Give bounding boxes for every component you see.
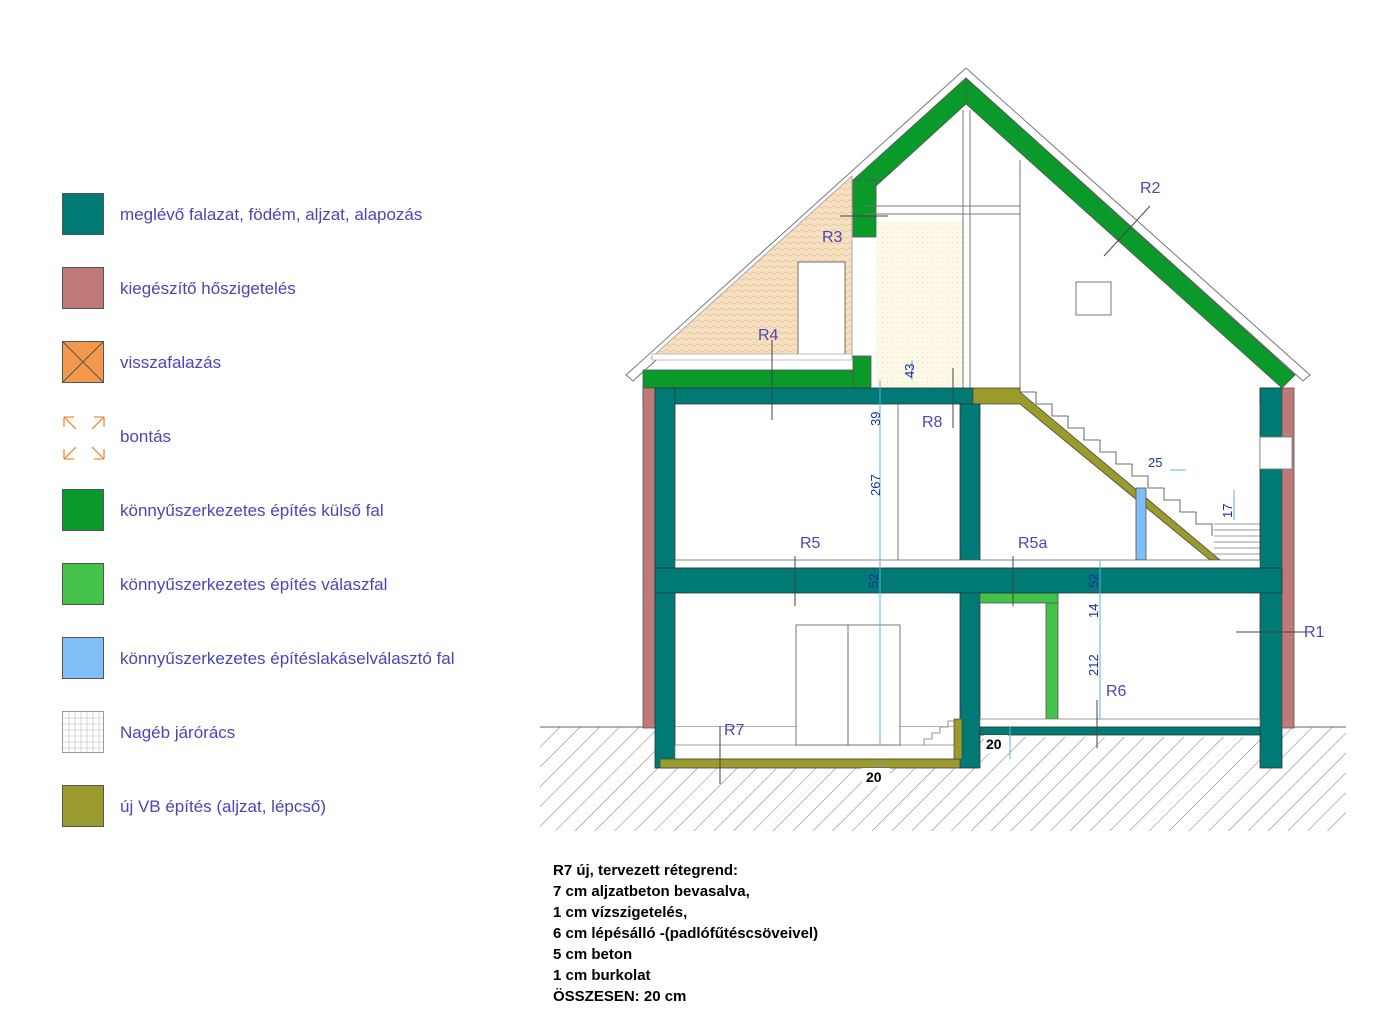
notes-line: 1 cm burkolat — [553, 967, 651, 984]
dim-212: 212 — [1086, 654, 1101, 676]
dim-267: 267 — [868, 474, 883, 496]
upper-slab — [643, 388, 1282, 404]
layer-notes — [553, 860, 818, 1007]
notes-title: R7 új, tervezett rétegrend: — [553, 862, 739, 879]
legend-label: könnyűszerkezetes építés külső fal — [120, 501, 384, 520]
label-r5a: R5a — [1018, 535, 1048, 552]
roof — [626, 68, 1310, 390]
staircase — [973, 388, 1260, 560]
legend-label: könnyűszerkezetes építéslakáselválasztó fal — [120, 649, 455, 668]
notes-line: 1 cm vízszigetelés, — [553, 904, 688, 921]
label-r1: R1 — [1304, 624, 1325, 641]
label-r2: R2 — [1140, 180, 1161, 197]
dim-20-bottom: 20 — [866, 769, 882, 785]
dim-14: 14 — [1086, 603, 1101, 618]
label-r7: R7 — [724, 722, 745, 739]
notes-line: ÖSSZESEN: 20 cm — [553, 988, 687, 1005]
dim-52-right: 52 — [1086, 573, 1101, 588]
notes-line: 5 cm beton — [553, 946, 633, 963]
notes-line: 6 cm lépésálló -(padlófűtéscsöveivel) — [553, 925, 819, 942]
legend-label: visszafalazás — [120, 353, 222, 372]
dim-39: 39 — [868, 411, 883, 426]
middle-slab — [655, 560, 1282, 593]
dim-20-right: 20 — [986, 736, 1002, 752]
dim-17: 17 — [1220, 503, 1235, 518]
legend-label: meglévő falazat, födém, aljzat, alapozás — [120, 205, 423, 224]
dim-52-left: 52 — [866, 573, 881, 588]
dim-43: 43 — [902, 363, 917, 378]
label-r8: R8 — [922, 414, 943, 431]
dim-25: 25 — [1148, 455, 1163, 470]
legend-label: Nagéb járórács — [120, 723, 236, 742]
notes-line: 7 cm aljzatbeton bevasalva, — [553, 883, 750, 900]
legend-label: kiegészítő hőszigetelés — [120, 279, 296, 298]
attic-floor — [643, 354, 871, 388]
legend-label: bontás — [120, 427, 172, 446]
label-r5: R5 — [800, 535, 821, 552]
label-r3: R3 — [822, 229, 843, 246]
label-r4: R4 — [758, 327, 779, 344]
label-r6: R6 — [1106, 683, 1127, 700]
legend-label: könnyűszerkezetes építés válaszfal — [120, 575, 388, 594]
legend-label: új VB építés (aljzat, lépcső) — [120, 797, 326, 816]
